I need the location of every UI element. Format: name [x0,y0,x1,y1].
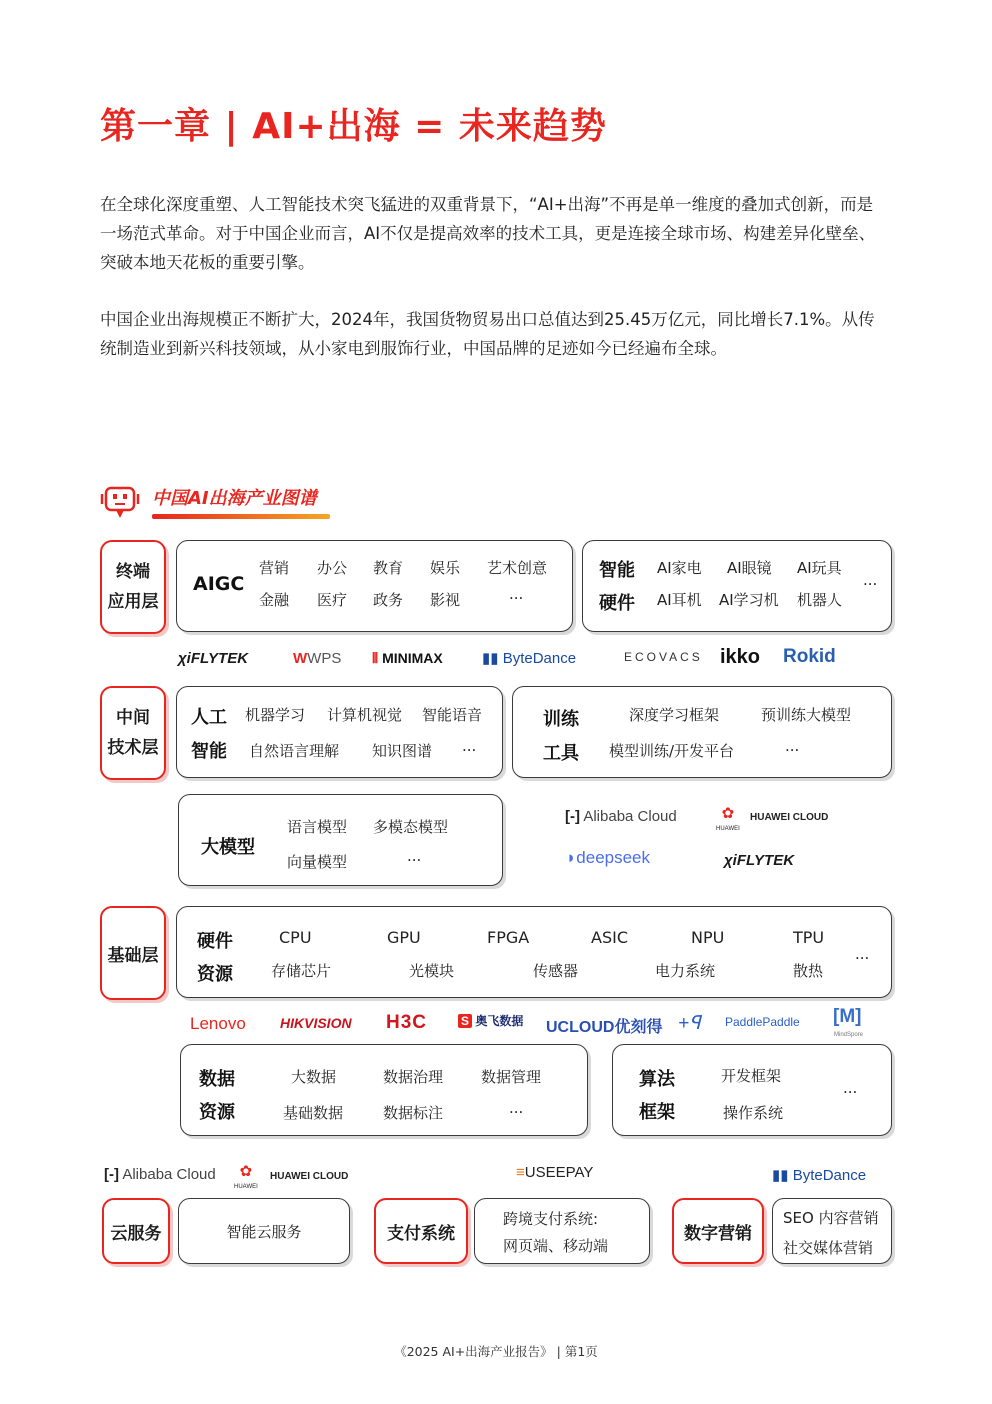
aigc-item: 政务 [373,591,404,609]
smart-hw-item: AI学习机 [719,591,779,609]
digital-marketing-box [772,1198,892,1264]
huawei-cloud-logo: HUAWEI CLOUD [750,812,829,823]
hw-res-item: TPU [793,928,825,947]
hw-res-label-1: 硬件 [197,931,233,952]
llm-item: 向量模型 [287,853,348,871]
digital-marketing-label: 数字营销 [672,1198,764,1264]
hw-res-more: ... [855,945,870,963]
smart-hw-label-1: 智能 [599,560,635,581]
marketing-line-1: SEO 内容营销 [783,1209,879,1227]
hardware-resources-box [176,906,892,998]
ai-item: 知识图谱 [372,742,433,760]
data-res-item: ... [509,1099,524,1117]
intro-paragraph-2: 中国企业出海规模正不断扩大，2024年，我国货物贸易出口总值达到25.45万亿元，同比增长7.1%。从传统制造业到新兴科技领域，从小家电到服饰行业，中国品牌的足迹如今已经遍布全球。 [100,310,875,358]
huawei-cloud-logo: HUAWEI CLOUD [270,1171,349,1182]
mindspore-caption: MindSpore [834,1032,864,1038]
data-res-item: 数据管理 [481,1068,542,1086]
layer-terminal-text: 终端 应用层 [100,540,166,634]
algo-label-1: 算法 [639,1069,675,1090]
minimax-logo: ⦀ MINIMAX [372,650,443,666]
payment-line-1: 跨境支付系统: [503,1210,599,1228]
payment-system-label: 支付系统 [374,1198,468,1264]
payment-system-box [474,1198,650,1264]
iflytek-logo: χiFLYTEK [178,650,249,667]
aigc-item: 影视 [430,591,461,609]
algo-label-2: 框架 [639,1102,675,1123]
aigc-item: 办公 [317,559,348,577]
hw-res-item: ASIC [591,928,628,947]
llm-box [178,794,503,886]
llm-item: 语言模型 [287,818,348,836]
ucloud-logo: UCLOUD优刻得 [546,1019,663,1036]
data-res-label-2: 资源 [199,1102,235,1123]
paddle-icon: +ꟼ [678,1013,701,1034]
ai-item: 自然语言理解 [249,742,340,760]
aigc-item: 教育 [373,559,404,577]
robot-icon [100,480,140,522]
smart-hardware-box [582,540,892,632]
smart-hw-item: 机器人 [797,591,843,609]
hw-res-item: GPU [387,928,421,947]
hw-res-item: FPGA [487,928,530,947]
bytedance-logo: ▮▮ ByteDance [772,1167,867,1184]
smart-hw-item: AI玩具 [797,559,842,577]
algo-item: 操作系统 [723,1104,784,1122]
alibaba-cloud-logo: [-] Alibaba Cloud [565,808,677,825]
algorithm-framework-box [612,1044,892,1136]
hw-res-item: 电力系统 [655,962,716,980]
layer-middle-label: 中间 技术层 [100,686,166,780]
data-resources-box [180,1044,588,1136]
huawei-flower-icon: ✿ HUAWEI [716,805,740,832]
page-title: 第一章 | AI+出海 = 未来趋势 [100,106,607,147]
ai-label-2: 智能 [191,741,227,762]
hw-res-item: CPU [279,928,312,947]
bytedance-logo: ▮▮ ByteDance [482,650,577,667]
useepay-logo: ≡USEEPAY [516,1164,594,1181]
section-underline [152,514,330,519]
ikko-logo: ikko [720,646,761,668]
smart-hw-more: ... [863,571,878,589]
cloud-service-box: 智能云服务 [178,1198,350,1264]
layer-base-label: 基础层 [100,906,166,1000]
smart-hw-item: AI家电 [657,559,702,577]
hw-res-label-2: 资源 [197,964,233,985]
intro-paragraph-1: 在全球化深度重塑、人工智能技术突飞猛进的双重背景下，“AI+出海”不再是单一维度的叠加式创新，而是一场范式革命。对于中国企业而言，AI不仅是提高效率的技术工具，更是连接全球市场、构建差异化壁垒、突破本地天花板的重要引擎。 [100,195,876,272]
payment-line-2: 网页端、移动端 [503,1237,609,1255]
iflytek-logo: χiFLYTEK [724,852,795,869]
mindspore-logo: [M] [833,1006,862,1027]
train-item: 深度学习框架 [629,706,720,724]
ai-item: 智能语音 [422,706,483,724]
hikvision-logo: HIKVISION [280,1015,352,1031]
section-heading [100,480,340,524]
hw-res-item: 存储芯片 [271,962,332,980]
smart-hw-item: AI眼镜 [727,559,772,577]
aigc-box [176,540,573,632]
ai-item: ... [462,737,477,755]
ai-box [176,686,503,778]
lenovo-logo: Lenovo [190,1014,246,1033]
hw-res-item: NPU [691,928,725,947]
aigc-label: AIGC [193,573,245,595]
train-label-1: 训练 [543,709,579,730]
section-title: 中国AI出海产业图谱 [152,488,317,509]
train-item: 预训练大模型 [761,706,852,724]
paddlepaddle-logo: PaddlePaddle [725,1015,800,1029]
llm-item: 多模态模型 [373,818,449,836]
ai-item: 机器学习 [245,706,306,724]
alibaba-cloud-logo: [-] Alibaba Cloud [104,1166,216,1183]
train-item: 模型训练/开发平台 [609,742,735,760]
smart-hw-label-2: 硬件 [599,593,635,614]
llm-label: 大模型 [201,837,255,858]
hw-res-item: 散热 [793,962,824,980]
data-res-label-1: 数据 [199,1069,235,1090]
hw-res-item: 传感器 [533,962,579,980]
cloud-service-label: 云服务 [102,1198,170,1264]
data-res-item: 数据治理 [383,1068,444,1086]
ai-label-1: 人工 [191,707,227,728]
algo-more: ... [843,1079,858,1097]
huawei-flower-icon: ✿ HUAWEI [234,1163,258,1190]
aigc-item: 医疗 [317,591,348,609]
smart-hw-item: AI耳机 [657,591,702,609]
train-item: ... [785,737,800,755]
page-footer: 《2025 AI+出海产业报告》 | 第1页 [394,1344,598,1359]
data-res-item: 数据标注 [383,1104,444,1122]
aigc-item: 娱乐 [430,559,461,577]
training-tools-box [512,686,892,778]
train-label-2: 工具 [543,743,579,764]
algo-item: 开发框架 [721,1067,782,1085]
data-res-item: 基础数据 [283,1104,344,1122]
h3c-logo: H3C [386,1012,428,1033]
ecovacs-logo: ECOVACS [624,650,703,664]
aigc-item: ... [509,585,524,603]
deepseek-logo: ◗deepseek [566,848,651,867]
aigc-item: 艺术创意 [487,559,548,577]
wps-logo: WWPS [293,650,342,667]
ai-item: 计算机视觉 [327,706,403,724]
aofei-logo: S 奥飞数据 [458,1012,523,1029]
data-res-item: 大数据 [291,1068,337,1086]
rokid-logo: Rokid [783,646,836,667]
llm-item: ... [407,847,422,865]
aigc-item: 营销 [259,559,290,577]
aigc-item: 金融 [259,591,290,609]
marketing-line-2: 社交媒体营销 [783,1239,874,1257]
hw-res-item: 光模块 [409,962,455,980]
